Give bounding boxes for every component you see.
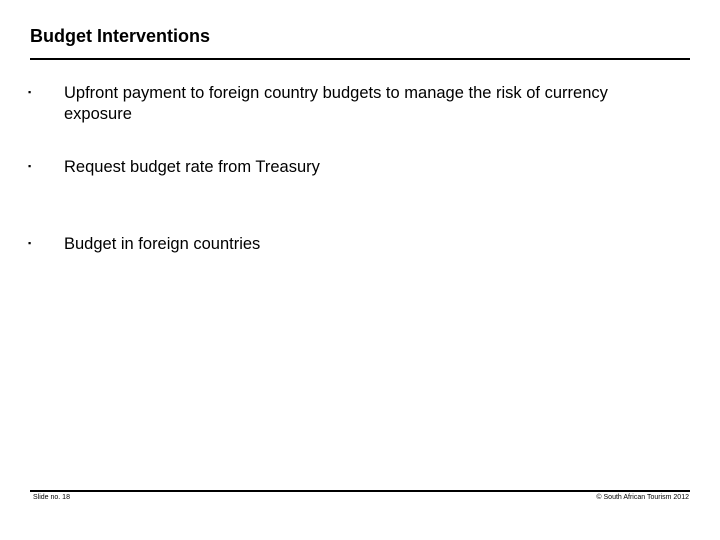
footer-divider	[30, 490, 690, 492]
bullet-square-icon: ▪	[28, 87, 32, 97]
slide-number: Slide no. 18	[33, 494, 70, 501]
copyright-notice: © South African Tourism 2012	[596, 494, 689, 501]
bullet-text: Request budget rate from Treasury	[64, 158, 320, 176]
bullet-text: Budget in foreign countries	[64, 235, 261, 253]
bullet-square-icon: ▪	[28, 161, 32, 171]
bullet-text: Upfront payment to foreign country budgets to manage the risk of currency exposure	[64, 84, 608, 123]
bullet-square-icon: ▪	[28, 238, 32, 248]
slide-title: Budget Interventions	[30, 26, 211, 46]
